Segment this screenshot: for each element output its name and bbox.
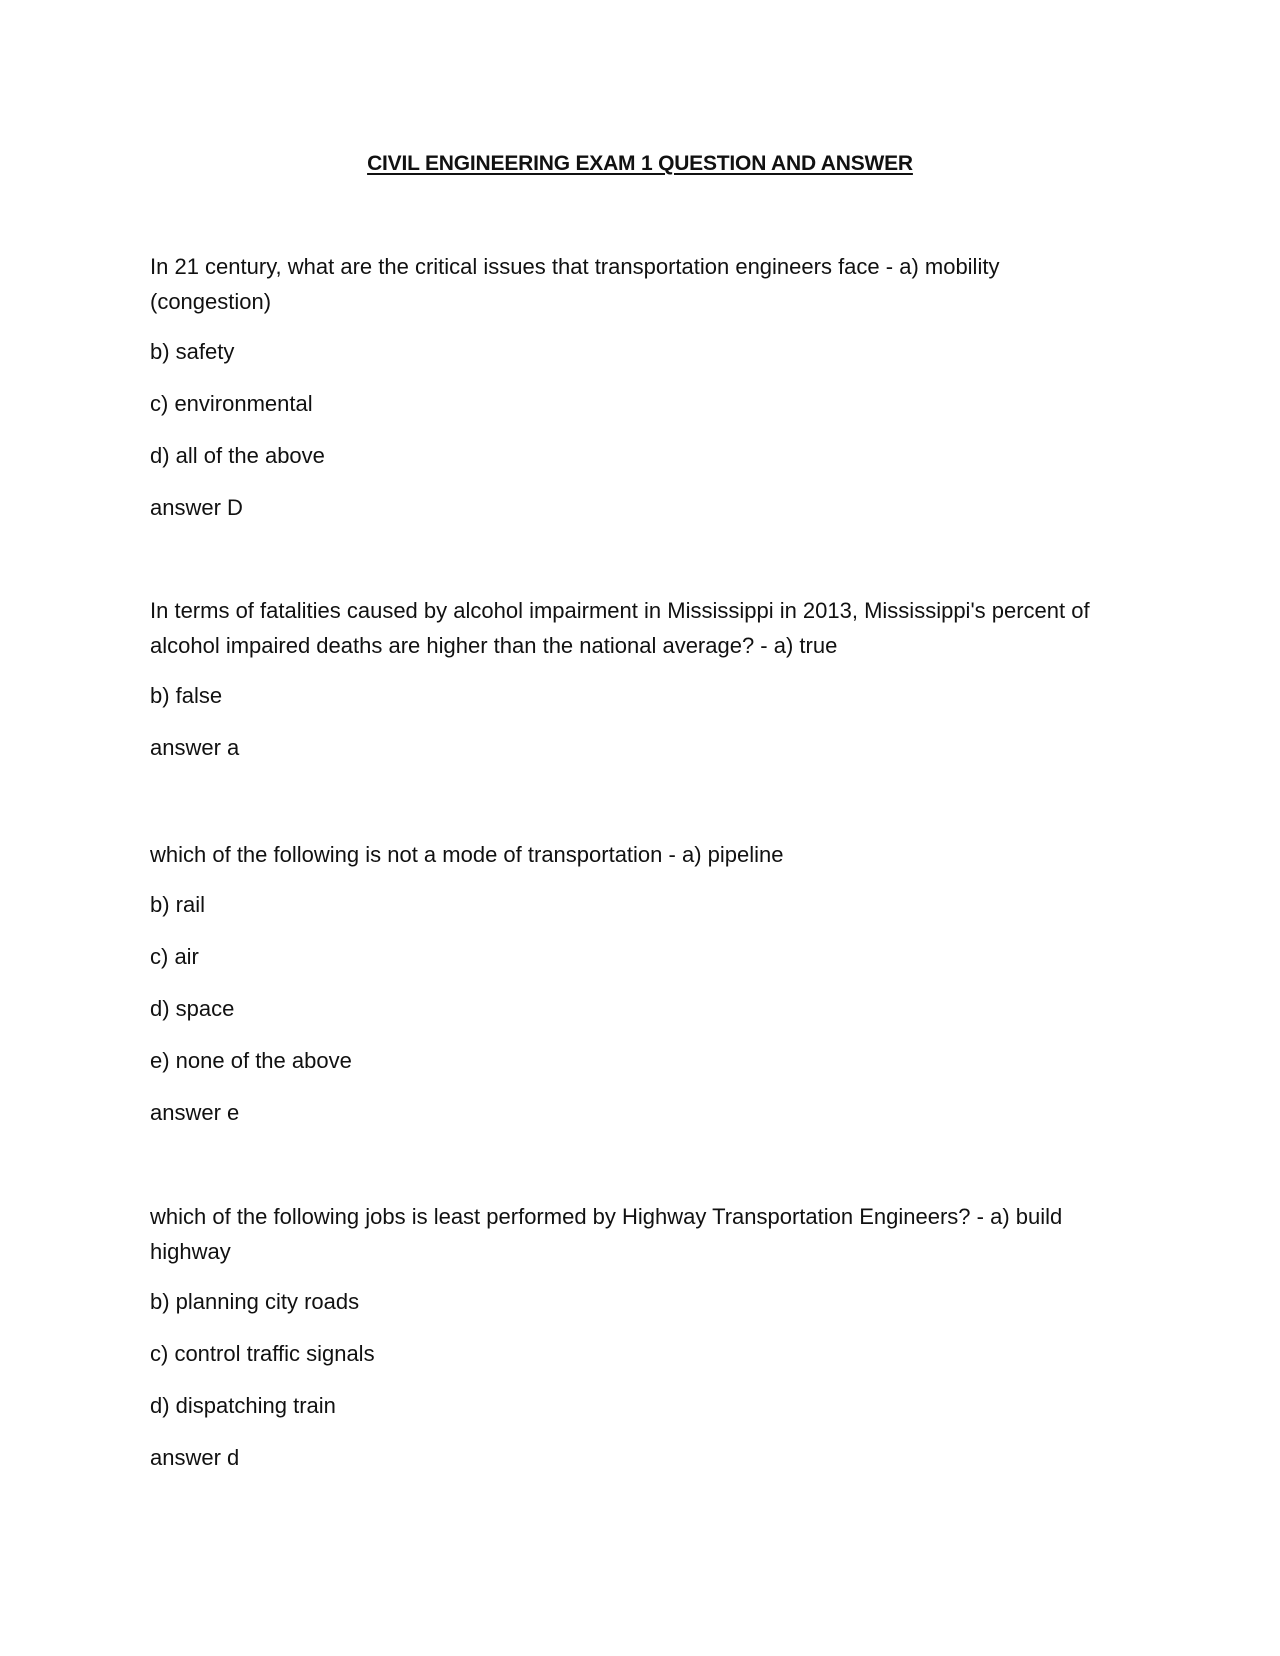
question-block-2: [150, 593, 1110, 782]
question-block-1: [150, 249, 1110, 542]
answer-option: e) none of the above: [150, 1048, 352, 1073]
question-stem: which of the following is not a mode of transportation - a) pipeline: [150, 842, 784, 867]
answer-option: c) control traffic signals: [150, 1341, 375, 1366]
answer-option: b) planning city roads: [150, 1289, 360, 1314]
question-stem: In 21 century, what are the critical issues that transportation engineers face - a) mobility (congestion): [150, 254, 1000, 314]
question-block-4: [150, 1199, 1110, 1492]
answer-option: b) false: [150, 683, 223, 708]
answer-option: b) safety: [150, 339, 235, 364]
answer-option: d) space: [150, 996, 235, 1021]
answer-option: d) dispatching train: [150, 1393, 336, 1418]
answer-option: d) all of the above: [150, 443, 325, 468]
answer-key: answer D: [150, 495, 243, 520]
document-title: CIVIL ENGINEERING EXAM 1 QUESTION AND ANSWER: [367, 152, 913, 175]
answer-key: answer e: [150, 1100, 240, 1125]
question-stem: which of the following jobs is least performed by Highway Transportation Engineers? - a) build highway: [150, 1204, 1063, 1264]
question-block-3: [150, 837, 1110, 1147]
answer-key: answer d: [150, 1445, 240, 1470]
answer-option: c) air: [150, 944, 199, 969]
answer-option: b) rail: [150, 892, 206, 917]
answer-option: c) environmental: [150, 391, 313, 416]
question-stem: In terms of fatalities caused by alcohol impairment in Mississippi in 2013, Mississippi's percent of alcohol impaired deaths are higher than the national average? - a) true: [150, 598, 1090, 658]
answer-key: answer a: [150, 735, 240, 760]
